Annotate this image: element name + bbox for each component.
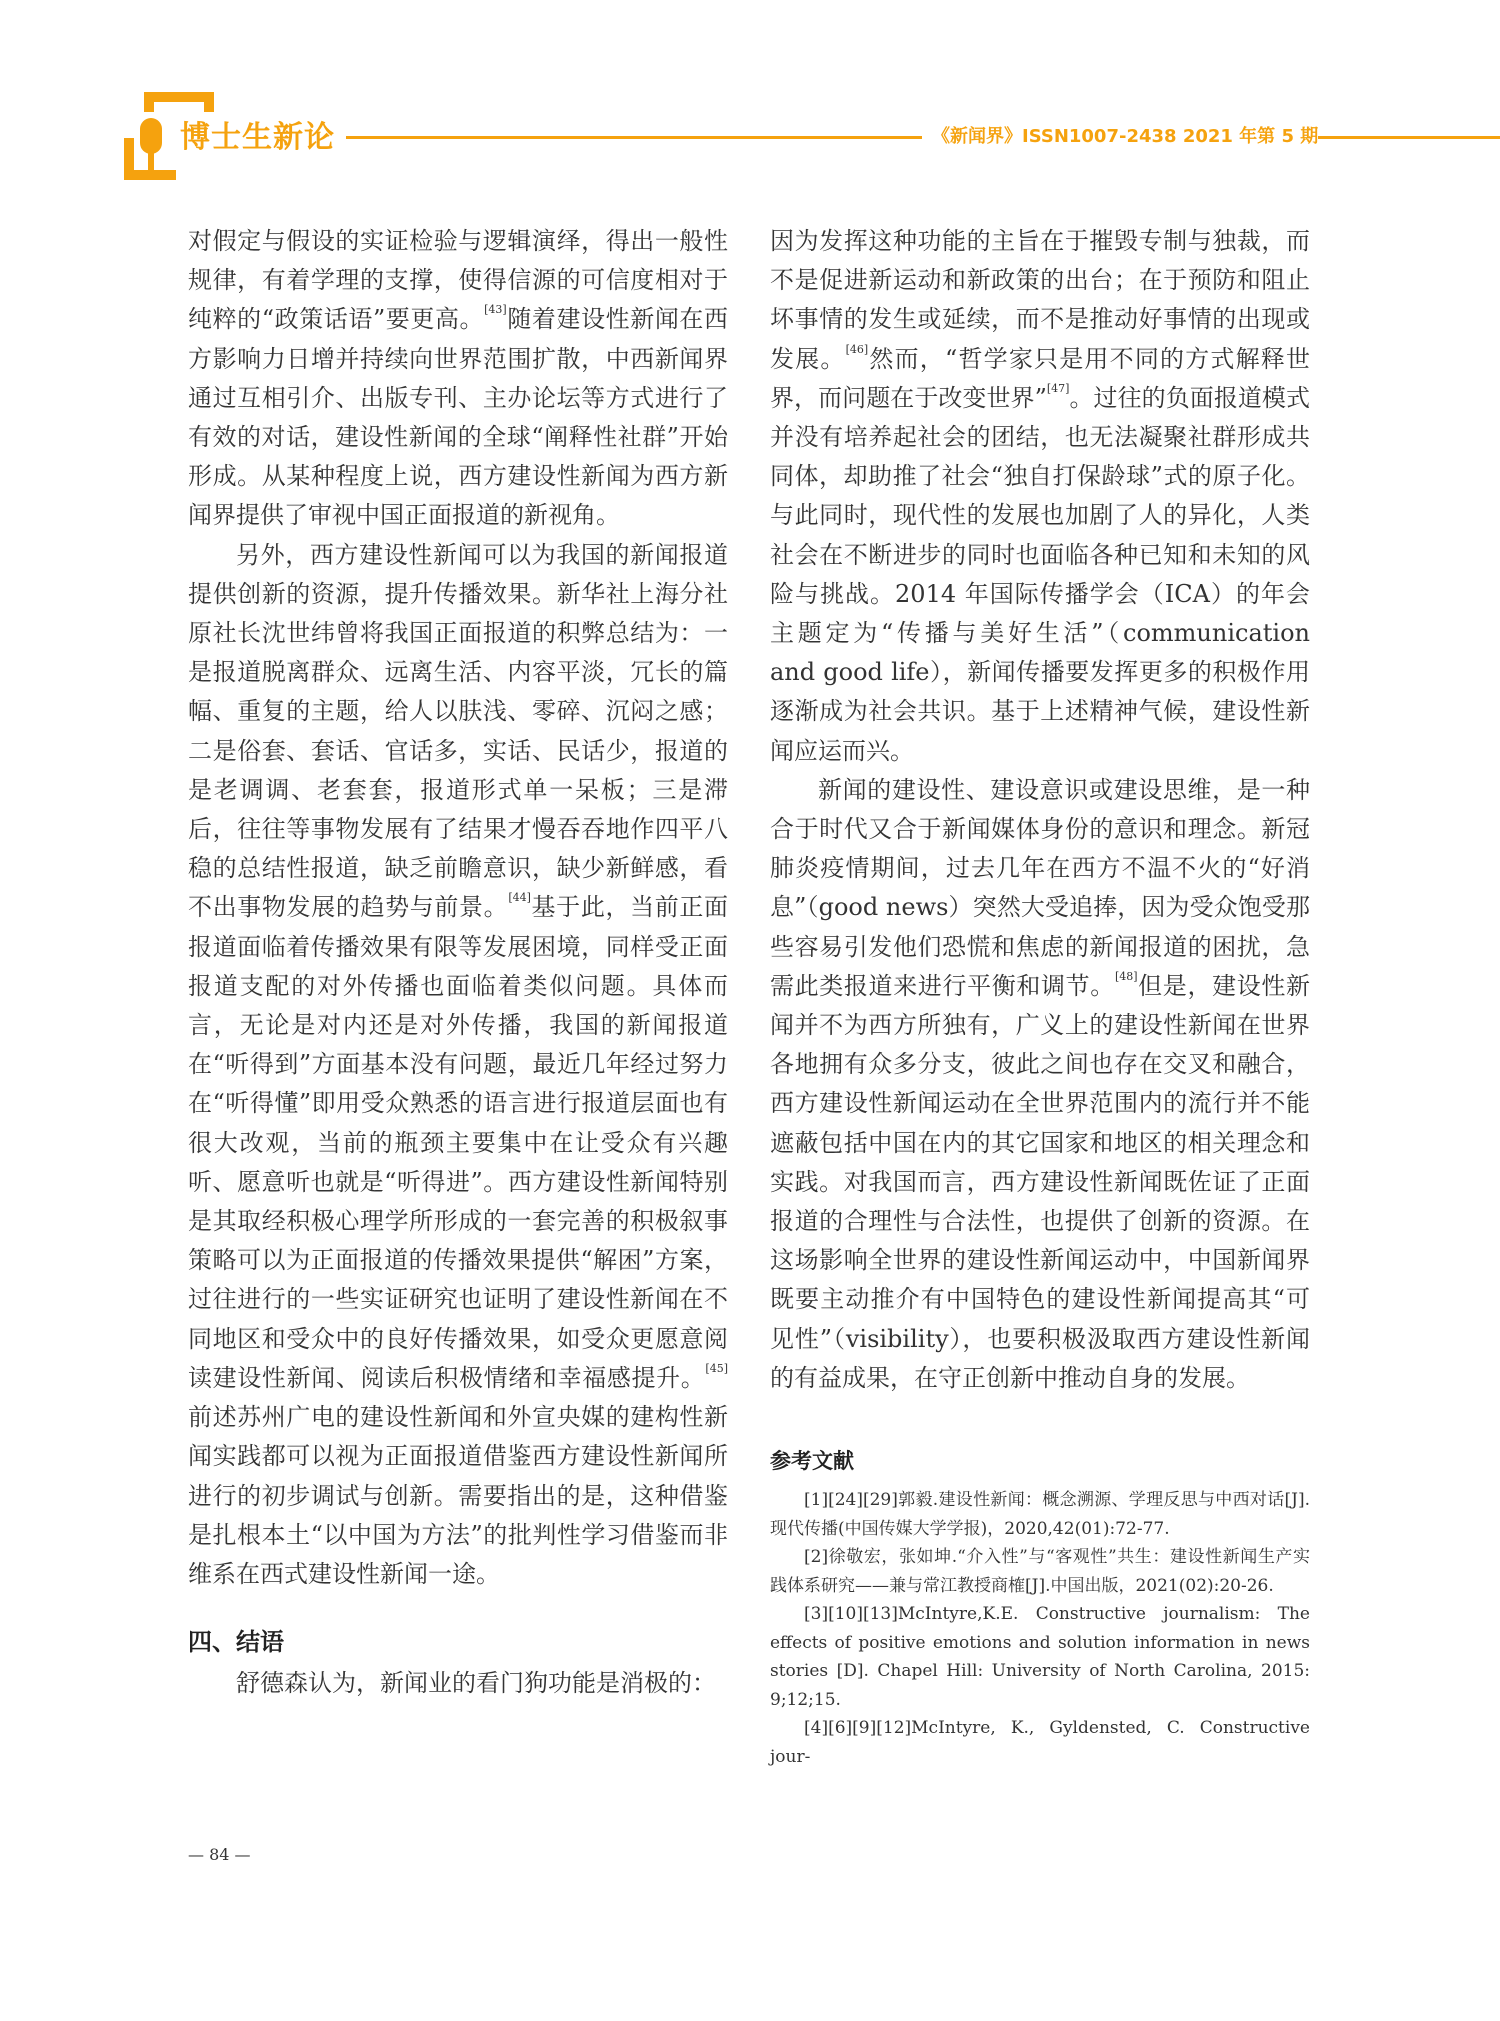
header-rule	[1318, 136, 1500, 139]
paragraph: 舒德森认为，新闻业的看门狗功能是消极的：	[236, 1669, 716, 1698]
paragraph: 另外，西方建设性新闻可以为我国的新闻报道提供创新的资源，提升传播效果。新华社上海分社原社长沈世纬曾将我国正面报道的积弊总结为：一是报道脱离群众、远离生活、内容平淡，冗长的篇幅、重复的主题，给人以肤浅、零碎、沉闷之感；二是俗套、套话、官话多，实话、民话少，报道的是老调调、老套套，报道形式单一呆板；三是滞后，往往等事物发展有了结果才慢吞吞地作四平八稳的总结性报道，缺乏前瞻意识，缺少新鲜感，看不出事物发展的趋势与前景。[44]基于此，当前正面报道面临着传播效果有限等发展困境，同样受正面报道支配的对外传播也面临着类似问题。具体而言，无论是对内还是对外传播，我国的新闻报道在“听得到”方面基本没有问题，最近几年经过努力在“听得懂”即用受众熟悉的语言进行报道层面也有很大改观，当前的瓶颈主要集中在让受众有兴趣听、愿意听也就是“听得进”。西方建设性新闻特别是其取经积极心理学所形成的一套完善的积极叙事策略可以为正面报道的传播效果提供“解困”方案，过往进行的一些实证研究也证明了建设性新闻在不同地区和受众中的良好传播效果，如受众更愿意阅读建设性新闻、阅读后积极情绪和幸福感提升。[45]前述苏州广电的建设性新闻和外宣央媒的建构性新闻实践都可以视为正面报道借鉴西方建设性新闻所进行的初步调试与创新。需要指出的是，这种借鉴是扎根本土“以中国为方法”的批判性学习借鉴而非维系在西式建设性新闻一途。	[188, 540, 729, 1588]
left-column	[188, 222, 728, 1703]
paragraph: 因为发挥这种功能的主旨在于摧毁专制与独裁，而不是促进新运动和新政策的出台；在于预防和阻止坏事情的发生或延续，而不是推动好事情的出现或发展。[46]然而，“哲学家只是用不同的方式解释世界，而问题在于改变世界”[47]。过往的负面报道模式并没有培养起社会的团结，也无法凝聚社群形成共同体，却助推了社会“独自打保龄球”式的原子化。与此同时，现代性的发展也加剧了人的异化，人类社会在不断进步的同时也面临各种已知和未知的风险与挑战。2014 年国际传播学会（ICA）的年会主题定为“传播与美好生活”（communication and good life），新闻传播要发挥更多的积极作用逐渐成为社会共识。基于上述精神气候，建设性新闻应运而兴。	[770, 227, 1310, 765]
reference-item: [4][6][9][12]McIntyre, K., Gyldensted, C. Constructive jour-	[770, 1718, 1310, 1767]
right-column	[770, 222, 1310, 1771]
paragraph: 新闻的建设性、建设意识或建设思维，是一种合于时代又合于新闻媒体身份的意识和理念。新冠肺炎疫情期间，过去几年在西方不温不火的“好消息”（good news）突然大受追捧，因为受众饱受那些容易引发他们恐慌和焦虑的新闻报道的困扰，急需此类报道来进行平衡和调节。[48]但是，建设性新闻并不为西方所独有，广义上的建设性新闻在世界各地拥有众多分支，彼此之间也存在交叉和融合，西方建设性新闻运动在全世界范围内的流行并不能遮蔽包括中国在内的其它国家和地区的相关理念和实践。对我国而言，西方建设性新闻既佐证了正面报道的合理性与合法性，也提供了创新的资源。在这场影响全世界的建设性新闻运动中，中国新闻界既要主动推介有中国特色的建设性新闻提高其“可见性”（visibility），也要积极汲取西方建设性新闻的有益成果，在守正创新中推动自身的发展。	[770, 775, 1310, 1392]
citation-marker: [47]	[1046, 381, 1070, 395]
reference-item: [3][10][13]McIntyre,K.E. Constructive journalism: The effects of positive emotions and solution information in news stories [D]. Chapel Hill: University of North Carolina, 2015: 9;12;15.	[770, 1604, 1310, 1710]
citation-marker: [45]	[705, 1361, 728, 1375]
references-heading: 参考文献	[770, 1449, 854, 1474]
citation-marker: [43]	[484, 303, 507, 317]
page-number: — 84 —	[188, 1845, 251, 1864]
citation-marker: [48]	[1114, 969, 1138, 983]
journal-info: 《新闻界》ISSN1007-2438 2021 年第 5 期	[932, 126, 1319, 147]
citation-marker: [44]	[508, 891, 531, 905]
header-rule	[346, 136, 922, 139]
citation-marker: [46]	[845, 342, 869, 356]
reference-item: [2]徐敬宏，张如坤.“介入性”与“客观性”共生：建设性新闻生产实践体系研究——兼与常江教授商榷[J].中国出版，2021(02):20-26.	[770, 1547, 1310, 1596]
paragraph: 对假定与假设的实证检验与逻辑演绎，得出一般性规律，有着学理的支撑，使得信源的可信度相对于纯粹的“政策话语”要更高。[43]随着建设性新闻在西方影响力日增并持续向世界范围扩散，中西新闻界通过互相引介、出版专刊、主办论坛等方式进行了有效的对话，建设性新闻的全球“阐释性社群”开始形成。从某种程度上说，西方建设性新闻为西方新闻界提供了审视中国正面报道的新视角。	[188, 227, 728, 530]
section-name: 博士生新论	[180, 120, 335, 155]
reference-item: [1][24][29]郭毅.建设性新闻：概念溯源、学理反思与中西对话[J].现代传播(中国传媒大学学报)，2020,42(01):72-77.	[770, 1490, 1310, 1539]
section-heading: 四、结语	[188, 1628, 284, 1657]
